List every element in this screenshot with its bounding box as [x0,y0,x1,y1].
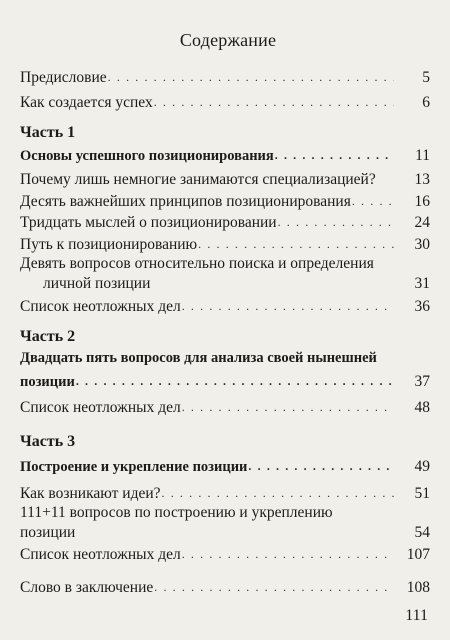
entry-page: 36 [414,298,430,315]
entry-label: Десять важнейших принципов позиционирования [20,193,351,210]
entry-label: Список неотложных дел [20,298,181,315]
toc-entry-preface [20,68,430,87]
toc-title: Содержание [179,30,277,50]
entry-page: 108 [406,579,430,596]
toc-entry-todo [20,398,430,417]
toc-entry-multiline [20,253,430,293]
entry-label: Почему лишь немногие занимаются специализацией? [20,171,376,188]
toc-entry-conclusion [20,578,430,597]
entry-page: 5 [422,69,430,86]
entry-label: Тридцать мыслей о позиционировании [20,214,277,231]
entry-label: Основы успешного позиционирования [20,148,274,164]
toc-entry [20,235,430,254]
dot-leader [248,457,394,475]
entry-label: Путь к позиционированию [20,236,198,253]
entry-page: 51 [414,485,430,502]
dot-leader [154,578,394,596]
part-3-heading [20,457,430,476]
entry-label: Построение и укрепление позиции [20,459,248,475]
part-2-label: Часть 2 [20,328,76,345]
part-3-label: Часть 3 [20,433,76,450]
toc-entry [20,192,430,211]
dot-leader [76,372,394,390]
entry-label-line1: Двадцать пять вопросов для анализа своей нынешней [20,350,377,366]
entry-page: 6 [422,94,430,111]
toc-entry [20,484,430,503]
entry-page: 13 [414,171,430,188]
dot-leader [198,235,394,253]
dot-leader [182,398,394,416]
entry-page: 16 [414,193,430,210]
page-number: 111 [405,607,428,624]
entry-label-line2: позиции [20,374,75,390]
entry-page: 54 [414,524,430,541]
entry-page: 107 [406,546,430,563]
entry-label: Как возникают идеи? [20,485,161,502]
dot-leader [162,484,394,502]
dot-leader [352,192,394,210]
toc-entry-multiline [20,502,430,542]
dot-leader [182,297,394,315]
entry-label: Как создается успех [20,94,153,111]
entry-page: 30 [414,236,430,253]
toc-entry-todo [20,545,430,564]
entry-page: 31 [414,275,430,292]
dot-leader [278,213,394,231]
entry-label-line1: 111+11 вопросов по построению и укреплению [20,504,333,521]
toc-entry [20,213,430,232]
entry-page: 11 [415,147,430,164]
dot-leader [275,146,394,164]
dot-leader [182,545,394,563]
entry-page: 49 [414,458,430,475]
entry-page: 24 [414,214,430,231]
part-1-label: Часть 1 [20,124,76,141]
entry-label-line1: Девять вопросов относительно поиска и определения [20,255,374,272]
toc-entry [20,171,430,189]
entry-label: Слово в заключение [20,579,154,596]
entry-label: Предисловие [20,69,107,86]
toc-entry-success [20,93,430,112]
entry-label-line2: позиции [20,524,76,541]
entry-page: 37 [414,373,430,390]
part-1-heading [20,146,430,165]
dot-leader [154,93,394,111]
toc-entry-todo [20,297,430,316]
entry-label: Список неотложных дел [20,399,181,416]
entry-page: 48 [414,399,430,416]
part-2-heading [20,348,430,391]
dot-leader [108,68,394,86]
entry-label-line2: личной позиции [43,275,151,292]
entry-label: Список неотложных дел [20,546,181,563]
